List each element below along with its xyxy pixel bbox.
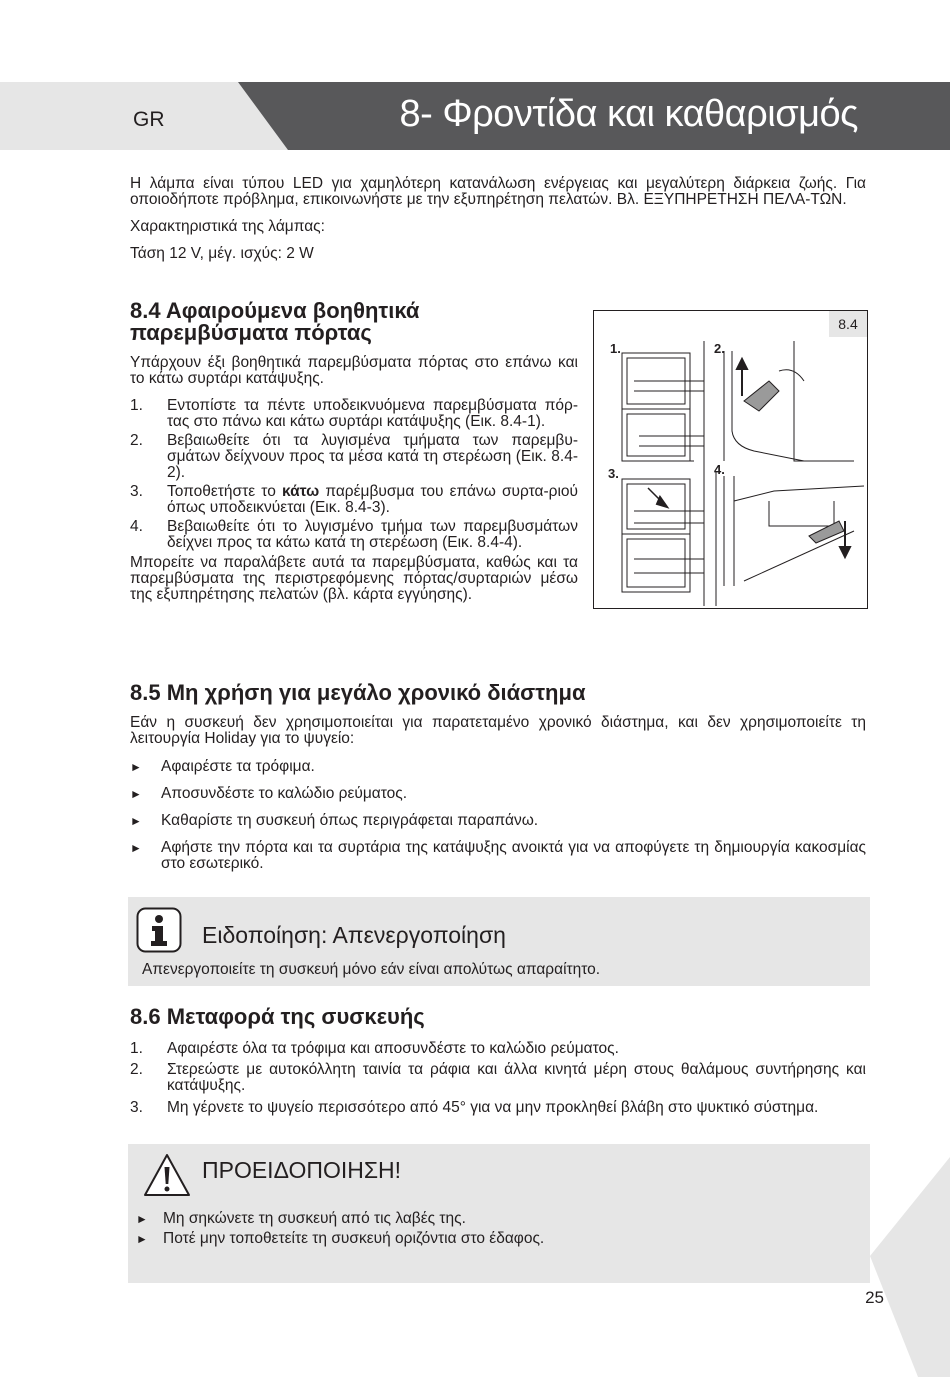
list-item xyxy=(130,786,866,802)
bullet-text: Μη σηκώνετε τη συσκευή από τις λαβές της. xyxy=(163,1210,466,1227)
section-8-5-intro: Εάν η συσκευή δεν χρησιμοποιείται για παρατεταμένο χρονικό διάστημα, και δεν χρησιμοποιείτε τη λειτουργία Holiday για το ψυγείο: xyxy=(130,714,866,747)
section-8-4-steps xyxy=(130,398,578,551)
list-item xyxy=(130,813,866,829)
page-number: 25 xyxy=(865,1288,884,1307)
section-8-5 xyxy=(130,682,866,872)
step-text: Στερεώστε με αυτοκόλλητη ταινία τα ράφια και άλλα κινητά μέρη στους θαλάμους συντήρησης και κατάψυξης. xyxy=(167,1061,866,1094)
step-number: 2. xyxy=(130,1061,143,1078)
bullet-text: Ποτέ μην τοποθετείτε τη συσκευή οριζόντια στο έδαφος. xyxy=(163,1230,545,1247)
list-item xyxy=(130,484,578,516)
list-item xyxy=(130,1100,866,1116)
bullet-text: Αποσυνδέστε το καλώδιο ρεύματος. xyxy=(161,785,408,802)
note-title: Ειδοποίηση: Απενεργοποίηση xyxy=(202,922,506,948)
bullet-text: Αφαιρέστε τα τρόφιμα. xyxy=(161,758,315,775)
bullet-arrow-icon: ► xyxy=(130,760,142,774)
warning-triangle-icon xyxy=(142,1152,192,1198)
step-text: Μη γέρνετε το ψυγείο περισσότερο από 45° για να μην προκληθεί βλάβη στο ψυκτικό σύστημα. xyxy=(167,1099,819,1116)
step-text-emphasis: κάτω xyxy=(281,483,320,500)
bullet-text: Καθαρίστε τη συσκευή όπως περιγράφεται παραπάνω. xyxy=(161,812,539,829)
figure-label: 2. xyxy=(714,341,725,356)
corner-decoration xyxy=(870,1157,950,1377)
list-item xyxy=(130,433,578,481)
list-item xyxy=(130,759,866,775)
bullet-arrow-icon: ► xyxy=(136,1212,148,1226)
step-text: Αφαιρέστε όλα τα τρόφιμα και αποσυνδέστε το καλώδιο ρεύματος. xyxy=(167,1040,619,1057)
bullet-arrow-icon: ► xyxy=(130,814,142,828)
warning-title: ΠΡΟΕΙΔΟΠΟΙΗΣΗ! xyxy=(202,1157,402,1183)
step-number: 2. xyxy=(130,432,143,449)
section-8-5-bullets xyxy=(130,759,866,872)
list-item xyxy=(136,1231,846,1247)
note-box xyxy=(128,897,870,986)
section-8-4-heading: 8.4 Αφαιρούμενα βοηθητικά παρεμβύσματα πόρτας xyxy=(130,298,420,345)
intro-block xyxy=(130,176,866,262)
step-number: 4. xyxy=(130,518,143,535)
bullet-text: Αφήστε την πόρτα και τα συρτάρια της κατάψυξης ανοικτά για να αποφύγετε τη δημιουργία κακοσμίας στο εσωτερικό. xyxy=(161,839,866,872)
step-text: παρέμβυσμα του επάνω συρτα-ριού όπως υποδεικνύεται (Εικ. 8.4-3). xyxy=(167,483,578,516)
list-item xyxy=(130,1041,866,1057)
info-icon xyxy=(136,907,182,953)
section-8-6-heading: 8.6 Μεταφορά της συσκευής xyxy=(130,1004,425,1029)
figure-8-4 xyxy=(593,310,868,609)
intro-lamp-specs: Τάση 12 V, μέγ. ισχύς: 2 W xyxy=(130,245,314,262)
warning-bullets xyxy=(136,1211,846,1247)
step-number: 1. xyxy=(130,1040,143,1057)
list-item xyxy=(130,1062,866,1094)
section-8-6-steps xyxy=(130,1041,866,1116)
bullet-arrow-icon: ► xyxy=(130,787,142,801)
note-text: Απενεργοποιείτε τη συσκευή μόνο εάν είναι απολύτως απαραίτητο. xyxy=(142,961,601,978)
section-8-4-intro: Υπάρχουν έξι βοηθητικά παρεμβύσματα πόρτας στο επάνω και το κάτω συρτάρι κατάψυξης. xyxy=(130,354,578,387)
step-number: 1. xyxy=(130,397,143,414)
bullet-arrow-icon: ► xyxy=(136,1232,148,1246)
section-8-5-heading: 8.5 Μη χρήση για μεγάλο χρονικό διάστημα xyxy=(130,680,586,705)
warning-box xyxy=(128,1144,870,1283)
chapter-title: 8- Φροντίδα και καθαρισμός xyxy=(399,93,858,135)
intro-lamp-specs-label: Χαρακτηριστικά της λάμπας: xyxy=(130,218,325,235)
list-item xyxy=(130,398,578,430)
figure-label: 3. xyxy=(608,466,619,481)
list-item xyxy=(130,519,578,551)
step-number: 3. xyxy=(130,1099,143,1116)
figure-label: 4. xyxy=(714,462,725,477)
list-item xyxy=(130,840,866,872)
section-8-4-outro: Μπορείτε να παραλάβετε αυτά τα παρεμβύσματα, καθώς και τα παρεμβύσματα της περιστρεφόμενης πόρτας/συρταριών μέσω της εξυπηρέτησης πελατών (βλ. κάρτα εγγύησης). xyxy=(130,554,578,603)
step-text: Τοποθετήστε το xyxy=(167,483,282,500)
section-8-6 xyxy=(130,1006,866,1116)
figure-label: 1. xyxy=(610,341,621,356)
language-code: GR xyxy=(133,108,165,131)
bullet-arrow-icon: ► xyxy=(130,841,142,855)
list-item xyxy=(136,1211,846,1227)
figure-illustration xyxy=(594,311,867,608)
step-text: Βεβαιωθείτε ότι τα λυγισμένα τμήματα των παρεμβυ-σμάτων δείχνουν προς τα μέσα κατά τη στερέωση (Εικ. 8.4-2). xyxy=(167,432,578,481)
section-8-4 xyxy=(130,300,578,603)
step-number: 3. xyxy=(130,483,143,500)
intro-lamp-text: Η λάμπα είναι τύπου LED για χαμηλότερη κατανάλωση ενέργειας και μεγαλύτερη διάρκεια ζωής. Για οποιοδήποτε πρόβλημα, επικοινωνήστε με την εξυπηρέτηση πελατών. Βλ. ΕΞΥΠΗΡΕΤΗΣΗ ΠΕΛΑ-ΤΩΝ. xyxy=(130,175,866,208)
step-text: Εντοπίστε τα πέντε υποδεικνυόμενα παρεμβύσματα πόρ-τας στο πάνω και κάτω συρτάρι κατάψυξης (Εικ. 8.4-1). xyxy=(167,397,578,430)
figure-tag: 8.4 xyxy=(829,311,867,337)
step-text: Βεβαιωθείτε ότι το λυγισμένο τμήμα των παρεμβυσμάτων δείχνει προς τα κάτω κατά τη στερέωση (Εικ. 8.4-4). xyxy=(167,518,578,551)
